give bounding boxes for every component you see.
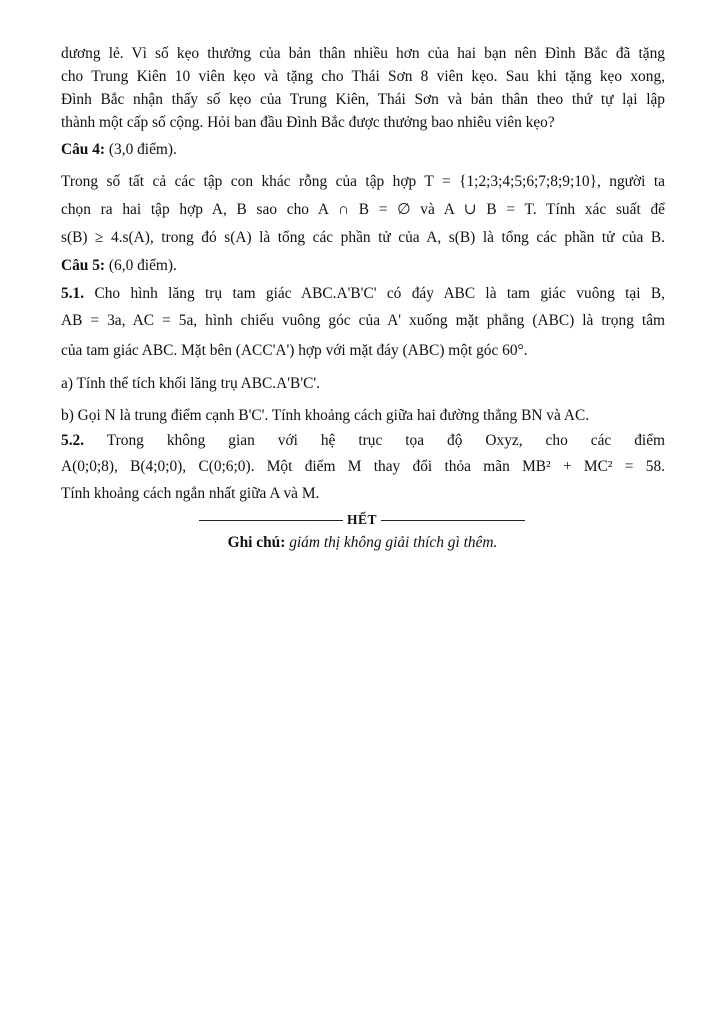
problem-label: 5.2. (61, 432, 85, 449)
text-line: AB = 3a, AC = 5a, hình chiếu vuông góc của A' xuống mặt phẳng (ABC) là trọng tâm (61, 312, 665, 329)
text-line: A(0;0;8), B(4;0;0), C(0;6;0). Một điểm M thay đổi thỏa mãn MB² + MC² = 58. (61, 458, 665, 475)
text-line: s(B) ≥ 4.s(A), trong đó s(A) là tổng các phần tử của A, s(B) là tổng các phần tử của B. (61, 229, 665, 246)
question-points: (6,0 điểm). (105, 257, 177, 274)
text-line: của tam giác ABC. Mặt bên (ACC'A') hợp với mặt đáy (ABC) một góc 60°. (61, 342, 528, 359)
divider (381, 520, 525, 521)
question-4-heading (61, 138, 665, 161)
text-line: dương lẻ. Vì số kẹo thưởng của bản thân nhiều hơn của hai bạn nên Đình Bắc đã tặng (61, 45, 665, 62)
text-line: Cho hình lăng trụ tam giác ABC.A'B'C' có đáy ABC là tam giác vuông tại B, (84, 285, 665, 302)
question-label: Câu 5: (61, 257, 106, 274)
intro-paragraph (61, 42, 665, 134)
part-a: a) Tính thể tích khối lăng trụ ABC.A'B'C'. (61, 375, 320, 392)
problem-5-1 (61, 280, 665, 431)
note-text: giám thị không giải thích gì thêm. (285, 534, 498, 551)
question-4-body (61, 168, 665, 252)
footer-note (0, 532, 725, 554)
text-line: Trong không gian với hệ trục tọa độ Oxyz, cho các điểm (84, 432, 665, 449)
text-line: chọn ra hai tập hợp A, B sao cho A ∩ B = ∅ và A ∪ B = T. Tính xác suất để (61, 201, 665, 218)
text-line: Đình Bắc nhận thấy số kẹo của Trung Kiên, Thái Sơn và bản thân theo thứ tự lại lập (61, 91, 665, 108)
end-marker (199, 510, 525, 530)
note-label: Ghi chú: (227, 534, 286, 551)
problem-5-2 (61, 428, 665, 507)
text-line: Tính khoảng cách ngắn nhất giữa A và M. (61, 485, 320, 502)
text-line: Trong số tất cả các tập con khác rỗng của tập hợp T = {1;2;3;4;5;6;7;8;9;10}, người ta (61, 173, 665, 190)
text-line: thành một cấp số cộng. Hỏi ban đầu Đình Bắc được thưởng bao nhiêu viên kẹo? (61, 114, 555, 131)
problem-label: 5.1. (61, 285, 85, 302)
divider (199, 520, 343, 521)
question-5-heading (61, 254, 665, 277)
text-line: cho Trung Kiên 10 viên kẹo và tặng cho Thái Sơn 8 viên kẹo. Sau khi tặng kẹo xong, (61, 68, 665, 85)
part-b: b) Gọi N là trung điểm cạnh B'C'. Tính khoảng cách giữa hai đường thẳng BN và AC. (61, 407, 590, 424)
question-points: (3,0 điểm). (105, 141, 177, 158)
end-label: HẾT (347, 512, 378, 527)
question-label: Câu 4: (61, 141, 106, 158)
